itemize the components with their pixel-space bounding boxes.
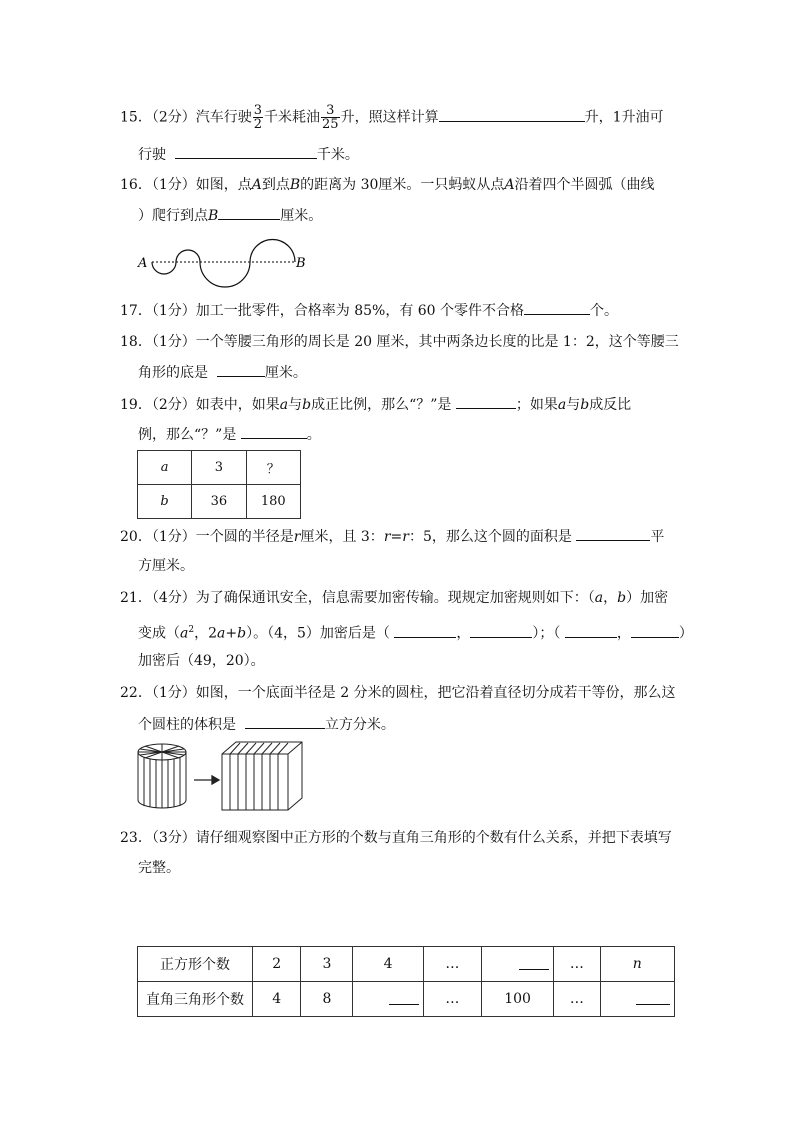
table-cell: ？ [246, 451, 301, 485]
q20-line2: 方厘米。 [138, 558, 194, 574]
q22-number: 22． [120, 685, 152, 701]
table-cell: a [138, 451, 192, 485]
table-answer-cell[interactable] [353, 982, 423, 1017]
q20-answer-blank[interactable] [576, 526, 650, 541]
q15-line2: 行驶 千米。 [138, 144, 359, 165]
q15-fraction-2: $\frac{3}{25}$ [322, 103, 339, 132]
q16-score: （1分） [151, 177, 196, 193]
q15-score: （2分） [151, 109, 196, 126]
q21-answer-blank-2[interactable] [470, 623, 532, 638]
q21-score: （4分） [151, 590, 196, 606]
q23-number: 23． [120, 830, 152, 846]
table-row [138, 451, 301, 485]
point-b-label: B [296, 256, 306, 271]
q18-line1: 18．（1分）一个等腰三角形的周长是 20 厘米，其中两条边长度的比是 1：2，这个等腰三 [120, 334, 679, 350]
q23-answer-blank-2[interactable] [389, 990, 419, 1005]
table-cell: 3 [301, 947, 353, 982]
point-a-label: A [138, 256, 148, 271]
q23-pattern-table [137, 946, 675, 1017]
q17-line: 17．（1分）加工一批零件，合格率为 85%，有 60 个零件不合格 个。 [120, 300, 618, 321]
q20-number: 20． [120, 529, 152, 545]
table-cell: 4 [353, 947, 423, 982]
q17-answer-blank[interactable] [524, 300, 590, 315]
table-cell: 4 [253, 982, 301, 1017]
arrow-icon [194, 776, 219, 784]
q22-line1: 22．（1分）如图，一个底面半径是 2 分米的圆柱，把它沿着直径切分成若干等份，那么这 [120, 685, 676, 701]
q17-number: 17． [120, 303, 152, 319]
table-row [138, 485, 301, 519]
q23-line1: 23．（3分）请仔细观察图中正方形的个数与直角三角形的个数有什么关系，并把下表填写 [120, 830, 672, 846]
table-header-cell: 正方形个数 [138, 947, 253, 982]
table-row [138, 982, 675, 1017]
table-cell: … [554, 982, 600, 1017]
q15-answer-blank-1[interactable] [439, 107, 585, 122]
sliced-cylinder-box [222, 742, 302, 810]
table-cell: n [600, 947, 674, 982]
q18-line2: 角形的底是 厘米。 [138, 362, 307, 383]
table-cell: 100 [481, 982, 553, 1017]
q23-answer-blank-3[interactable] [636, 990, 670, 1005]
q15-answer-blank-2[interactable] [175, 144, 317, 159]
q22-line2: 个圆柱的体积是 立方分米。 [138, 714, 395, 735]
q16-semicircle-figure [130, 232, 320, 288]
q22-cylinder-figure [134, 740, 304, 816]
table-answer-cell[interactable] [481, 947, 553, 982]
q21-line1: 21．（4分）为了确保通讯安全，信息需要加密传输。现规定加密规则如下：（a，b）加密 [120, 590, 669, 606]
table-answer-cell[interactable] [600, 982, 674, 1017]
q23-line2: 完整。 [138, 860, 180, 876]
q18-score: （1分） [151, 334, 196, 350]
q18-number: 18． [120, 334, 152, 350]
q20-score: （1分） [151, 529, 196, 545]
table-cell: 3 [192, 451, 246, 485]
table-cell: … [423, 947, 481, 982]
table-cell: 2 [253, 947, 301, 982]
q15-line1: 15．（2分）汽车行驶 $\frac{3}{2}$ 千米耗油 $\frac{3}{25}$ 升，照这样计算 升，1升油可 [120, 103, 664, 132]
q16-answer-blank[interactable] [218, 205, 280, 220]
q18-answer-blank[interactable] [217, 362, 265, 377]
q15-fraction-1: $\frac{3}{2}$ [253, 103, 263, 132]
q21-number: 21． [120, 590, 152, 606]
q19-line1: 19．（2分）如表中，如果a与b成正比例，那么“？”是 ；如果a与b成反比 [120, 394, 631, 415]
table-cell: 180 [246, 485, 301, 519]
q19-answer-blank-1[interactable] [456, 394, 516, 409]
semicircle-arcs [152, 240, 295, 287]
q16-line1: 16．（1分）如图，点A到点B的距离为 30厘米。一只蚂蚁从点A沿着四个半圆弧（曲线 [120, 177, 655, 193]
table-cell: b [138, 485, 192, 519]
q23-answer-blank-1[interactable] [519, 955, 549, 970]
cylinder [138, 744, 186, 808]
table-row [138, 947, 675, 982]
q16-number: 16． [120, 177, 152, 193]
table-header-cell: 直角三角形个数 [138, 982, 253, 1017]
q21-line3: 加密后（49，20）。 [138, 653, 265, 669]
q19-number: 19． [120, 397, 152, 413]
q15-number: 15． [120, 109, 152, 126]
q19-answer-blank-2[interactable] [241, 424, 307, 439]
q21-answer-blank-4[interactable] [631, 623, 679, 638]
q20-line1: 20．（1分）一个圆的半径是r厘米，且 3：r=r：5，那么这个圆的面积是 平 [120, 526, 664, 547]
q21-answer-blank-3[interactable] [565, 623, 617, 638]
q21-line2: 变成（$a^2$，2a+b）。（4，5）加密后是（ ， ）；（ ， ） [138, 620, 693, 644]
q21-answer-blank-1[interactable] [394, 623, 456, 638]
table-cell: 8 [301, 982, 353, 1017]
q19-score: （2分） [151, 397, 196, 413]
q19-line2: 例，那么“？”是 。 [138, 424, 321, 445]
table-cell: … [554, 947, 600, 982]
q16-line2: ）爬行到点B 厘米。 [138, 205, 322, 226]
q17-score: （1分） [151, 303, 196, 319]
q23-score: （3分） [151, 830, 196, 846]
q22-score: （1分） [151, 685, 196, 701]
table-cell: 36 [192, 485, 246, 519]
table-cell: … [423, 982, 481, 1017]
q19-ratio-table [137, 450, 301, 519]
q22-answer-blank[interactable] [245, 714, 325, 729]
